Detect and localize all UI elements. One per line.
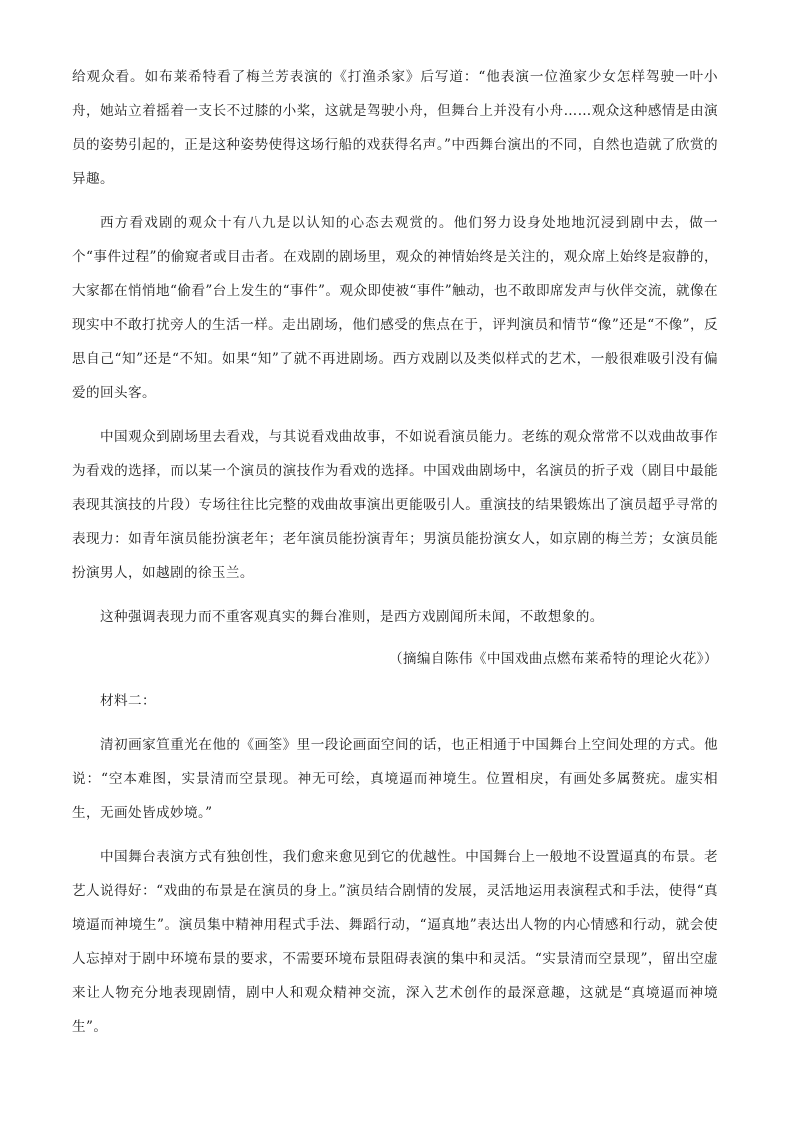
source-citation: （摘编自陈伟《中国戏曲点燃布莱希特的理论火花》） [388,651,718,667]
paragraph-4: 这种强调表现力而不重客观真实的舞台准则，是西方戏剧闻所未闻，不敢想象的。 [100,609,604,625]
material-label: 材料二： [100,693,156,709]
document-page [72,60,718,1044]
paragraph-1: 给观众看。如布莱希特看了梅兰芳表演的《打渔杀家》后写道：“他表演一位渔家少女怎样驾驶一叶小舟，她站立着摇着一支长不过膝的小桨，这就是驾驶小舟，但舞台上并没有小舟……观众这种感情是由演员的姿势引起的，正是这种姿势使得这场行船的戏获得名声。”中西舞台演出的不同，自然也造就了欣赏的异趣。 [72,69,718,187]
paragraph-3: 中国观众到剧场里去看戏，与其说看戏曲故事，不如说看演员能力。老练的观众常常不以戏曲故事作为看戏的选择，而以某一个演员的演技作为看戏的选择。中国戏曲剧场中，名演员的折子戏（剧目中最能表现其演技的片段）专场往往比完整的戏曲故事演出更能吸引人。重演技的结果锻炼出了演员超乎寻常的表现力：如青年演员能扮演老年；老年演员能扮演青年；男演员能扮演女人，如京剧的梅兰芳；女演员能扮演男人，如越剧的徐玉兰。 [72,429,718,581]
paragraph-6: 中国舞台表演方式有独创性，我们愈来愈见到它的优越性。中国舞台上一般地不设置逼真的布景。老艺人说得好：“戏曲的布景是在演员的身上。”演员结合剧情的发展，灵活地运用表演程式和手法，使得“真境逼而神境生”。演员集中精神用程式手法、舞蹈行动，“逼真地”表达出人物的内心情感和行动，就会使人忘掉对于剧中环境布景的要求，不需要环境布景阻碍表演的集中和灵活。“实景清而空景现”，留出空虚来让人物充分地表现剧情，剧中人和观众精神交流，深入艺术创作的最深意趣，这就是“真境逼而神境生”。 [72,849,718,1035]
paragraph-5: 清初画家笪重光在他的《画筌》里一段论画面空间的话，也正相通于中国舞台上空间处理的方式。他说：“空本难图，实景清而空景现。神无可绘，真境逼而神境生。位置相戾，有画处多属赘疣。虚实相生，无画处皆成妙境。” [72,737,718,821]
paragraph-2: 西方看戏剧的观众十有八九是以认知的心态去观赏的。他们努力设身处地地沉浸到剧中去，做一个“事件过程”的偷窥者或目击者。在戏剧的剧场里，观众的神情始终是关注的，观众席上始终是寂静的，大家都在悄悄地“偷看”台上发生的“事件”。观众即使被“事件”触动，也不敢即席发声与伙伴交流，就像在现实中不敢打扰旁人的生活一样。走出剧场，他们感受的焦点在于，评判演员和情节“像”还是“不像”，反思自己“知”还是“不知。如果“知”了就不再进剧场。西方戏剧以及类似样式的艺术，一般很难吸引没有偏爱的回头客。 [72,215,718,401]
